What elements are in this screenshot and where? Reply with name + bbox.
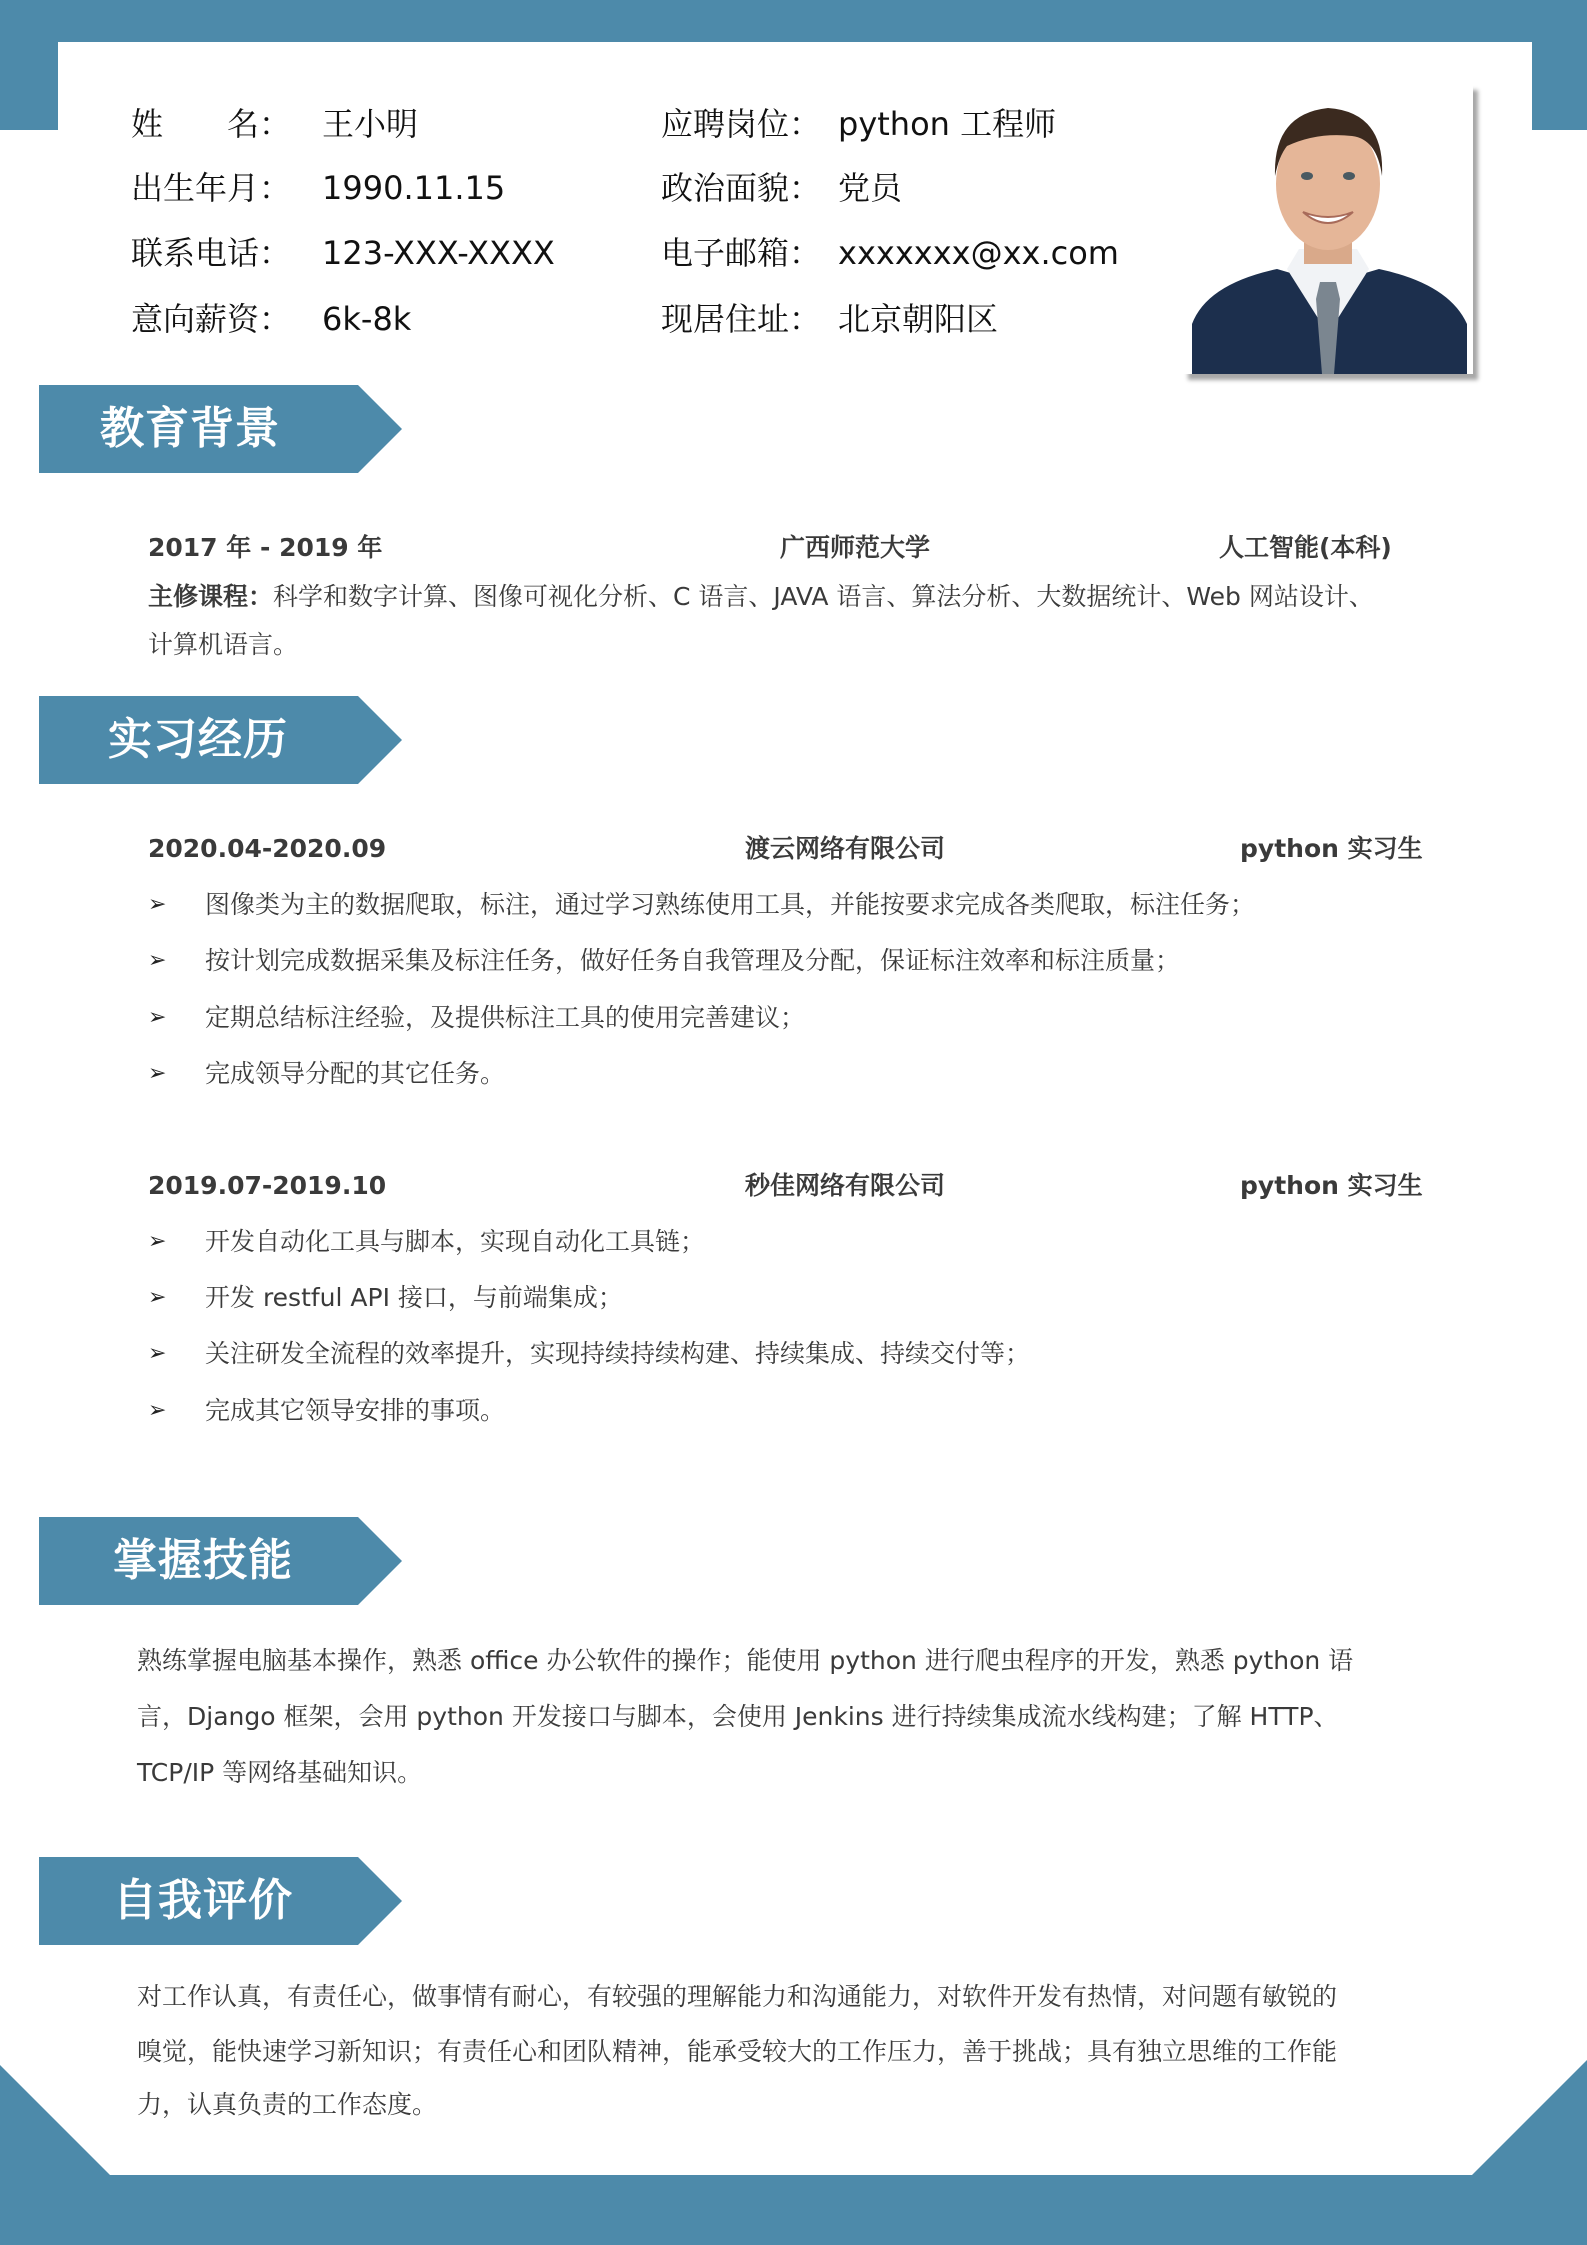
section-title: 掌握技能 <box>113 1535 293 1586</box>
job-period: 2020.04-2020.09 <box>148 834 387 863</box>
arrow-bullet-icon: ➢ <box>148 1229 167 1254</box>
position-value: python 工程师 <box>838 105 1057 143</box>
job-role: python 实习生 <box>1240 834 1423 863</box>
phone-label: 联系电话： <box>131 234 292 272</box>
paragraph-line: 嗅觉，能快速学习新知识；有责任心和团队精神，能承受较大的工作压力，善于挑战；具有独立思维的工作能 <box>137 2037 1338 2066</box>
education-period: 2017 年 - 2019 年 <box>148 533 383 562</box>
section-banner-internship <box>39 696 403 784</box>
top-right-decor-strip <box>1532 0 1587 130</box>
section-banner-skills <box>39 1517 403 1605</box>
list-item: 开发 restful API 接口，与前端集成； <box>205 1283 623 1312</box>
paragraph-line: 对工作认真，有责任心，做事情有耐心，有较强的理解能力和沟通能力，对软件开发有热情，对问题有敏锐的 <box>137 1982 1338 2011</box>
political-status-label: 政治面貌： <box>661 169 822 207</box>
name-label: 姓 名： <box>131 105 292 143</box>
address-value: 北京朝阳区 <box>838 300 999 338</box>
courses-list-continued: 计算机语言。 <box>148 630 299 659</box>
salary-label: 意向薪资： <box>131 300 292 338</box>
list-item: 图像类为主的数据爬取，标注，通过学习熟练使用工具，并能按要求完成各类爬取，标注任务； <box>205 890 1256 919</box>
job-company: 秒佳网络有限公司 <box>745 1171 946 1200</box>
birthdate-value: 1990.11.15 <box>322 169 506 207</box>
salary-value: 6k-8k <box>322 300 412 338</box>
education-school: 广西师范大学 <box>780 533 931 562</box>
arrow-bullet-icon: ➢ <box>148 1398 167 1423</box>
birthdate-label: 出生年月： <box>131 169 292 207</box>
address-label: 现居住址： <box>661 300 822 338</box>
paragraph-line: 言，Django 框架，会用 python 开发接口与脚本，会使用 Jenkins 进行持续集成流水线构建；了解 HTTP、 <box>137 1702 1339 1731</box>
courses-list: 科学和数字计算、图像可视化分析、C 语言、JAVA 语言、算法分析、大数据统计、Web 网站设计、 <box>273 582 1374 611</box>
job-company: 渡云网络有限公司 <box>745 834 946 863</box>
position-label: 应聘岗位： <box>661 105 822 143</box>
political-status-value: 党员 <box>838 169 903 207</box>
section-banner-education <box>39 385 403 473</box>
bottom-decor-band <box>0 2040 1587 2245</box>
education-major: 人工智能(本科) <box>1219 533 1392 562</box>
list-item: 按计划完成数据采集及标注任务，做好任务自我管理及分配，保证标注效率和标注质量； <box>205 946 1181 975</box>
paragraph-line: TCP/IP 等网络基础知识。 <box>137 1758 423 1787</box>
job-role: python 实习生 <box>1240 1171 1423 1200</box>
paragraph-line: 力，认真负责的工作态度。 <box>137 2090 438 2119</box>
list-item: 定期总结标注经验，及提供标注工具的使用完善建议； <box>205 1003 806 1032</box>
top-decor-band <box>0 0 1587 42</box>
list-item: 关注研发全流程的效率提升，实现持续持续构建、持续集成、持续交付等； <box>205 1339 1031 1368</box>
arrow-bullet-icon: ➢ <box>148 892 167 917</box>
section-title: 教育背景 <box>100 403 280 454</box>
profile-photo <box>1183 84 1473 374</box>
arrow-bullet-icon: ➢ <box>148 1061 167 1086</box>
list-item: 完成其它领导安排的事项。 <box>205 1396 506 1425</box>
list-item: 完成领导分配的其它任务。 <box>205 1059 506 1088</box>
list-item: 开发自动化工具与脚本，实现自动化工具链； <box>205 1227 706 1256</box>
paragraph-line: 熟练掌握电脑基本操作，熟悉 office 办公软件的操作；能使用 python 进行爬虫程序的开发，熟悉 python 语 <box>137 1646 1354 1675</box>
portrait-photo-icon <box>1187 84 1470 374</box>
arrow-bullet-icon: ➢ <box>148 1005 167 1030</box>
section-banner-self-evaluation <box>39 1857 403 1945</box>
email-value: xxxxxxx@xx.com <box>838 234 1119 272</box>
top-left-decor-strip <box>0 0 58 130</box>
arrow-bullet-icon: ➢ <box>148 1341 167 1366</box>
education-courses <box>148 580 1374 614</box>
section-title: 自我评价 <box>113 1875 293 1926</box>
courses-label: 主修课程： <box>148 582 274 611</box>
section-title: 实习经历 <box>108 714 288 765</box>
name-value: 王小明 <box>322 105 419 143</box>
email-label: 电子邮箱： <box>661 234 822 272</box>
phone-value: 123-XXX-XXXX <box>322 234 555 272</box>
arrow-bullet-icon: ➢ <box>148 948 167 973</box>
arrow-bullet-icon: ➢ <box>148 1285 167 1310</box>
job-period: 2019.07-2019.10 <box>148 1171 387 1200</box>
